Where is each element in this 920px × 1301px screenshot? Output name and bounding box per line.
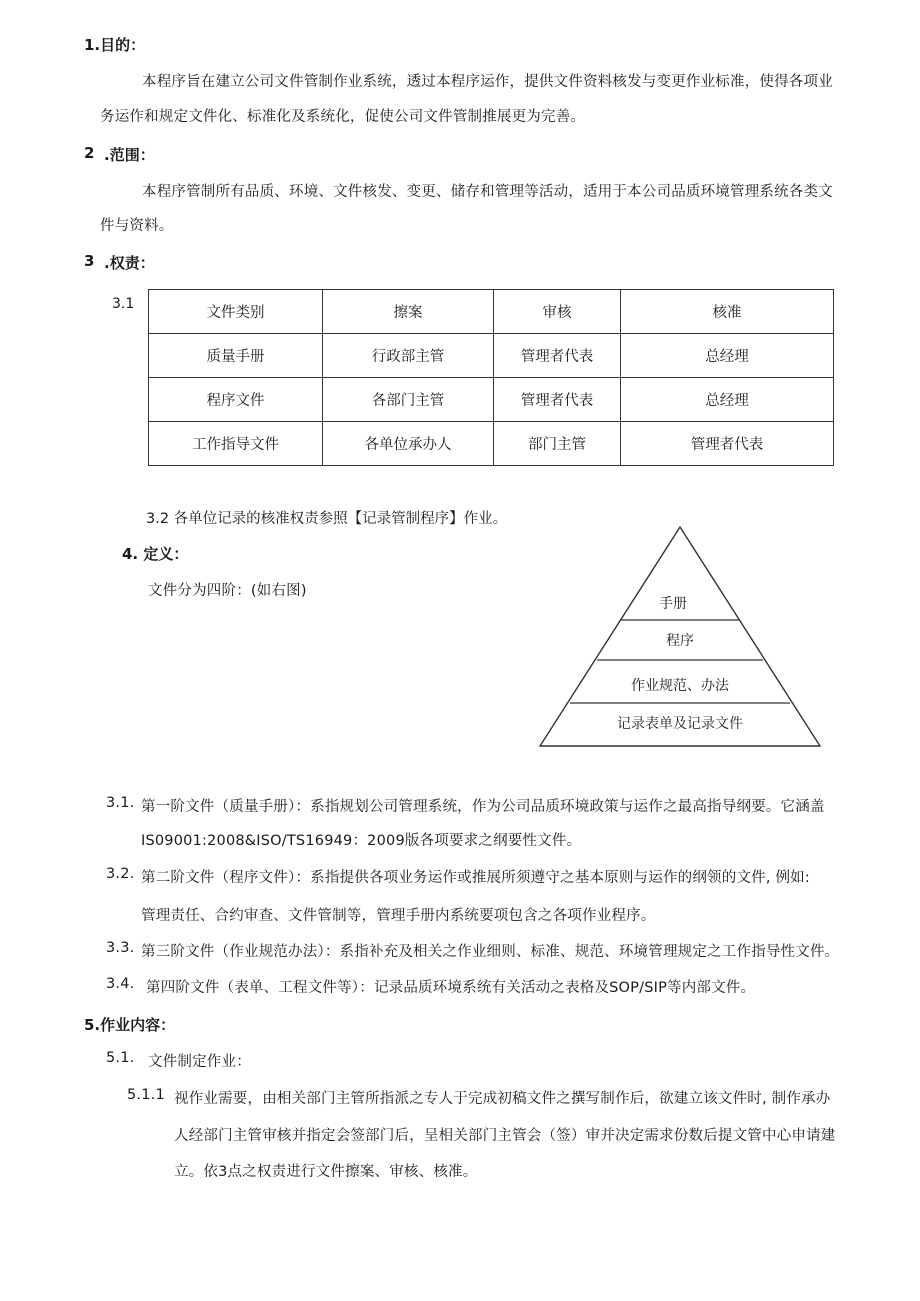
subsection-5-1-1-number: 5.1.1 [127,1087,165,1103]
definition-item-text: 第四阶文件（表单、工程文件等）：记录品质环境系统有关活动之表格及SOP/SIP等内部文件。 [146,980,756,996]
section-3-number: 3 [84,252,95,270]
table-cell: 管理者代表 [494,334,621,378]
table-header-cell: 核准 [621,290,834,334]
pyramid-level-2-label: 程序 [666,633,694,649]
subsection-5-1-1-text: 人经部门主管审核并指定会签部门后，呈相关部门主管会（签）审并决定需求份数后提文管中心申请建 [174,1128,836,1144]
section-2-text-line: 件与资料。 [100,218,174,234]
section-5-heading: 5.作业内容： [84,1016,176,1034]
table-row [149,422,834,466]
subsection-5-1-1-text: 立。依3点之权责进行文件擦案、审核、核准。 [174,1164,478,1180]
table-cell: 管理者代表 [621,422,834,466]
table-cell: 总经理 [621,334,834,378]
table-row [149,334,834,378]
subsection-3-2-text: 3.2 各单位记录的核准权责参照【记录管制程序】作业。 [146,511,508,527]
table-cell: 管理者代表 [494,378,621,422]
section-1-heading: 1.目的： [84,36,146,54]
subsection-5-1-number: 5.1. [106,1050,135,1066]
definition-item-number: 3.4. [106,976,135,992]
table-cell: 各单位承办人 [323,422,494,466]
pyramid-level-3-label: 作业规范、办法 [631,678,729,694]
definition-item-text: 第三阶文件（作业规范办法）：系指补充及相关之作业细则、标准、规范、环境管理规定之工作指导性文件。 [141,944,840,960]
section-1-text-line: 本程序旨在建立公司文件管制作业系统，透过本程序运作，提供文件资料核发与变更作业标准，使得各项业 [142,74,833,90]
table-cell: 部门主管 [494,422,621,466]
definition-item-text: 第一阶文件（质量手册）：系指规划公司管理系统，作为公司品质环境政策与运作之最高指导纲要。它涵盖 [141,799,825,815]
section-2-text-line: 本程序管制所有品质、环境、文件核发、变更、储存和管理等活动，适用于本公司品质环境管理系统各类文 [142,184,833,200]
section-2-number: 2 [84,144,95,162]
table-header-cell: 文件类别 [149,290,323,334]
definition-item-number: 3.3. [106,940,135,956]
subsection-3-1-label: 3.1 [112,296,135,312]
subsection-5-1-1-text: 视作业需要，由相关部门主管所指派之专人于完成初稿文件之撰写制作后，欲建立该文件时, 制作承办 [174,1091,831,1107]
table-header-row [149,290,834,334]
definition-item-number: 3.2. [106,866,135,882]
table-cell: 各部门主管 [323,378,494,422]
definition-item-text: IS09001:2008&ISO/TS16949：2009版各项要求之纲要性文件。 [141,833,582,849]
table-cell: 程序文件 [149,378,323,422]
responsibility-table [148,289,834,466]
table-cell: 行政部主管 [323,334,494,378]
section-4-intro: 文件分为四阶：(如右图) [148,583,307,599]
document-hierarchy-pyramid [537,526,823,748]
table-cell: 质量手册 [149,334,323,378]
table-header-cell: 审核 [494,290,621,334]
pyramid-level-1-label: 手册 [659,596,687,612]
table-cell: 工作指导文件 [149,422,323,466]
section-3-heading: .权责： [104,254,155,272]
definition-item-text: 第二阶文件（程序文件）：系指提供各项业务运作或推展所须遵守之基本原则与运作的纲领的文件, 例如: [141,870,810,886]
pyramid-level-4-label: 记录表单及记录文件 [617,716,743,732]
table-header-cell: 擦案 [323,290,494,334]
definition-item-number: 3.1. [106,795,135,811]
section-1-text-line: 务运作和规定文件化、标准化及系统化，促使公司文件管制推展更为完善。 [100,109,586,125]
table-row [149,378,834,422]
section-4-heading: 4. 定义： [122,545,189,563]
section-2-heading: .范围： [104,146,155,164]
table-cell: 总经理 [621,378,834,422]
subsection-5-1-title: 文件制定作业： [148,1054,251,1070]
definition-item-text: 管理责任、合约审查、文件管制等，管理手册内系统要项包含之各项作业程序。 [141,908,656,924]
